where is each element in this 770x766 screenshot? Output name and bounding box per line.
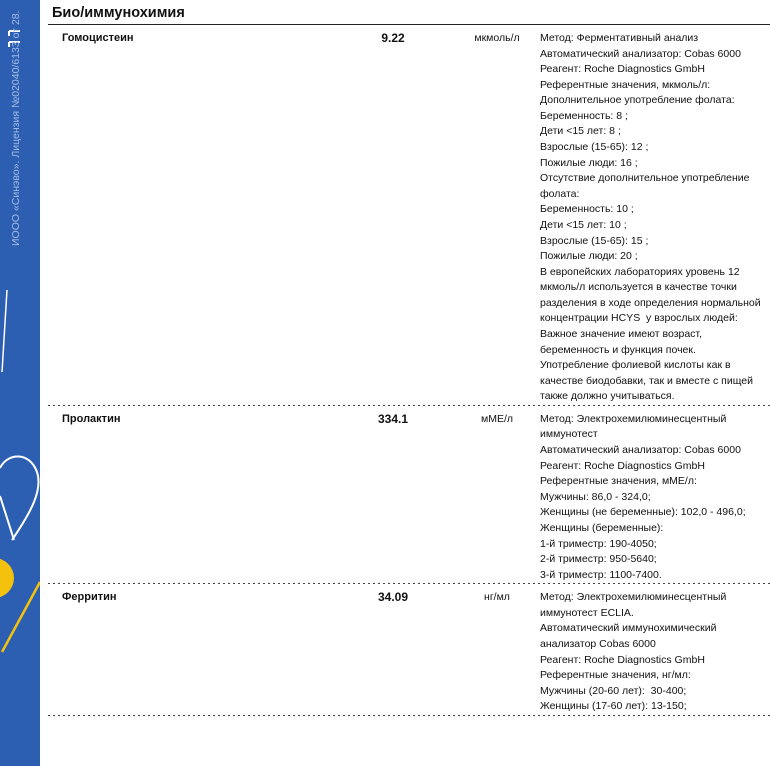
note-line: Метод: Электрохемилюминесцентный: [540, 591, 727, 604]
note-line: Взрослые (15-65): 15 ;: [540, 234, 649, 247]
test-value: 9.22: [381, 31, 405, 45]
result-row: [48, 406, 770, 584]
note-line: беременность и функция почек.: [540, 343, 696, 356]
note-line: Дети <15 лет: 10 ;: [540, 218, 627, 231]
note-line: Мужчины (20-60 лет): 30-400;: [540, 684, 687, 697]
note-line: Женщины (17-60 лет): 13-150;: [540, 700, 687, 713]
note-line: Мужчины: 86,0 - 324,0;: [540, 490, 651, 503]
test-value: 34.09: [377, 590, 409, 605]
note-line: Автоматический анализатор: Cobas 6000: [540, 444, 741, 457]
test-unit: нг/мл: [484, 591, 510, 604]
note-line: разделения в ходе определения нормальной: [540, 296, 761, 309]
result-row: [48, 25, 770, 406]
note-line: качестве биодобавки, так и вместе с пищей: [540, 374, 753, 387]
brand-sidebar: [0, 0, 40, 766]
note-line: Метод: Ферментативный анализ: [540, 32, 699, 44]
note-line: Метод: Электрохемилюминесцентный: [540, 412, 727, 425]
test-name: Гомоцистеин: [62, 32, 134, 44]
row-separator: [48, 715, 770, 716]
test-notes: [540, 31, 770, 405]
license-text: ИООО «Синэво». Лицензия №02040/6133 от 28.: [10, 10, 22, 246]
note-line: Пожилые люди: 20 ;: [540, 250, 638, 263]
note-line: мкмоль/л используется в качестве точки: [540, 281, 737, 294]
note-line: Референтные значения, мМЕ/л:: [540, 475, 697, 488]
test-name: Пролактин: [62, 412, 121, 425]
results-table: [48, 25, 770, 716]
note-line: В европейских лабораториях уровень 12: [540, 265, 740, 278]
test-notes: [540, 412, 770, 583]
note-line: концентрации HCYS у взрослых людей:: [540, 312, 738, 325]
note-line: Автоматический анализатор: Cobas 6000: [540, 47, 741, 60]
note-line: иммунотест ECLIA.: [540, 606, 634, 619]
heart-outline-shape: [0, 456, 39, 540]
white-line-shape: [2, 290, 7, 372]
note-line: Автоматический иммунохимический: [540, 622, 717, 635]
section-title: Био/иммунохимия: [52, 5, 185, 21]
test-value: 334.1: [377, 411, 409, 426]
test-unit: мкмоль/л: [474, 32, 520, 44]
test-unit: мМЕ/л: [480, 412, 513, 425]
note-line: Реагент: Roche Diagnostics GmbH: [540, 63, 705, 76]
note-line: также должно учитываться.: [540, 390, 675, 403]
note-line: Референтные значения, нг/мл:: [540, 669, 691, 682]
note-line: Дети <15 лет: 8 ;: [540, 125, 621, 138]
note-line: Реагент: Roche Diagnostics GmbH: [540, 459, 705, 472]
note-line: 2-й триместр: 950-5640;: [540, 553, 657, 566]
note-line: фолата:: [540, 187, 580, 200]
note-line: Дополнительное употребление фолата:: [540, 94, 735, 107]
note-line: Беременность: 8 ;: [540, 109, 628, 122]
note-line: Отсутствие дополнительное употребление: [540, 172, 750, 185]
test-name: Ферритин: [62, 591, 117, 604]
note-line: анализатор Cobas 6000: [540, 637, 656, 650]
note-line: Употребление фолиевой кислоты как в: [540, 359, 731, 372]
result-row: [48, 584, 770, 716]
note-line: Референтные значения, мкмоль/л:: [540, 78, 711, 91]
note-line: Важное значение имеют возраст,: [540, 327, 702, 340]
note-line: 1-й триместр: 190-4050;: [540, 537, 657, 550]
note-line: Женщины (беременные):: [540, 521, 664, 534]
test-notes: [540, 590, 770, 715]
note-line: Реагент: Roche Diagnostics GmbH: [540, 653, 705, 666]
yellow-circle-shape: [0, 558, 14, 598]
note-line: Беременность: 10 ;: [540, 203, 634, 216]
note-line: Взрослые (15-65): 12 ;: [540, 141, 649, 154]
note-line: 3-й триместр: 1100-7400.: [540, 568, 662, 581]
note-line: Женщины (не беременные): 102,0 - 496,0;: [540, 506, 746, 519]
note-line: иммунотест: [540, 428, 598, 441]
heart-inner-line-shape: [0, 496, 14, 540]
note-line: Пожилые люди: 16 ;: [540, 156, 638, 169]
